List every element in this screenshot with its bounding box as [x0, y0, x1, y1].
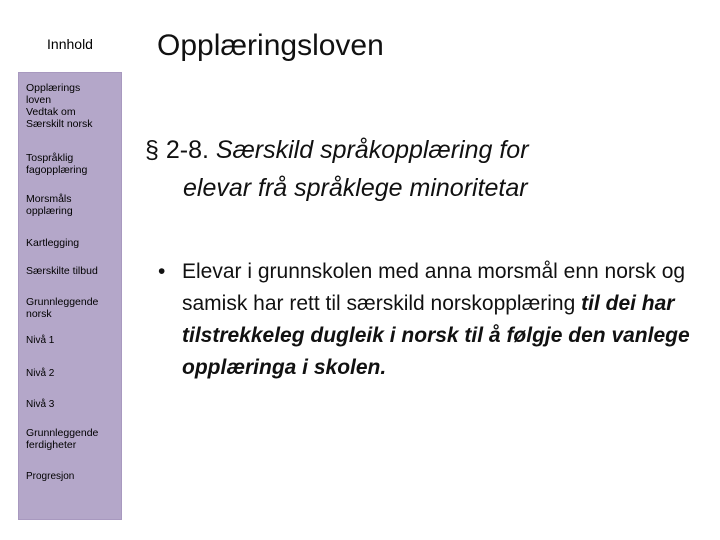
- sidebar-item-niva-3[interactable]: Nivå 3: [26, 399, 55, 410]
- sidebar-item-kartlegging[interactable]: Kartlegging: [26, 237, 80, 249]
- sidebar-item-progresjon[interactable]: Progresjon: [26, 471, 75, 482]
- section-heading: [145, 131, 705, 207]
- sidebar-item-opplaeringsloven[interactable]: Opplærings loven Vedtak om Særskilt norsk: [26, 82, 93, 130]
- bullet-text-end: .: [380, 356, 387, 379]
- sidebar-nav: [18, 72, 122, 520]
- bullet-text-emphasis: til dei har tilstrekkeleg dugleik i norsk til å følgje den vanlege opplæringa i skolen: [182, 292, 690, 379]
- bullet-text-plain: Elevar i grunnskolen med anna morsmål enn norsk og samisk har rett til særskild norskopplæring: [182, 260, 686, 315]
- sidebar-item-grunnleggende-ferdigheter[interactable]: Grunnleggende ferdigheter: [26, 427, 99, 451]
- section-title-line2: elevar frå språklege minoritetar: [183, 174, 528, 202]
- sidebar-item-saerskilte-tilbud[interactable]: Særskilte tilbud: [26, 265, 98, 277]
- page-title: Opplæringsloven: [157, 29, 384, 62]
- sidebar-item-niva-1[interactable]: Nivå 1: [26, 335, 55, 346]
- bullet-point: [158, 256, 703, 384]
- sidebar-item-tospraklig-fagopplaering[interactable]: Tospråklig fagopplæring: [26, 152, 88, 176]
- sidebar-item-grunnleggende-norsk[interactable]: Grunnleggende norsk: [26, 296, 99, 320]
- section-title-line1: Særskild språkopplæring for: [215, 136, 529, 164]
- sidebar-title: Innhold: [47, 36, 93, 52]
- bullet-icon: •: [158, 260, 166, 283]
- sidebar-item-morsmalsopplaering[interactable]: Morsmåls opplæring: [26, 193, 73, 217]
- bullet-text: [158, 256, 703, 384]
- section-number: § 2-8.: [145, 136, 209, 164]
- sidebar-item-niva-2[interactable]: Nivå 2: [26, 368, 55, 379]
